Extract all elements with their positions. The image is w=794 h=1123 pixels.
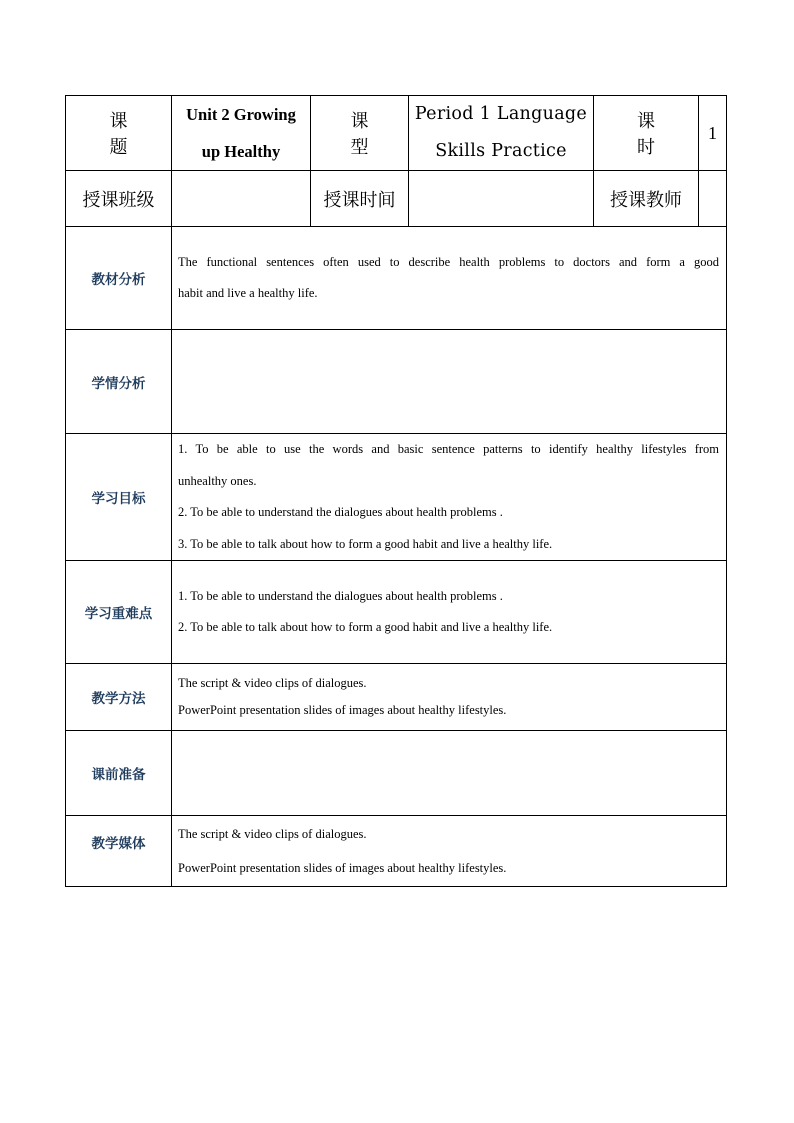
- objectives-line-4: 3. To be able to talk about how to form a good habit and live a healthy life.: [178, 536, 553, 551]
- type-label: 课 型: [311, 96, 409, 171]
- objectives-line-2: unhealthy ones.: [178, 473, 257, 488]
- topic-value-line1: Unit 2 Growing: [186, 105, 296, 124]
- objectives-label: 学习目标: [66, 434, 172, 561]
- learner-analysis-label: 学情分析: [66, 330, 172, 434]
- key-points-row: [66, 561, 727, 664]
- type-value-line2: Skills Practice: [435, 141, 567, 161]
- preparation-content: [172, 731, 727, 816]
- preparation-label: 课前准备: [66, 731, 172, 816]
- material-analysis-content: [172, 227, 727, 330]
- methods-line-2: PowerPoint presentation slides of images about healthy lifestyles.: [178, 703, 507, 717]
- teacher-value: [699, 171, 727, 227]
- methods-row: [66, 664, 727, 731]
- media-label: 教学媒体: [66, 816, 172, 887]
- methods-label: 教学方法: [66, 664, 172, 731]
- methods-content: [172, 664, 727, 731]
- media-row: [66, 816, 727, 887]
- lesson-plan-table: [65, 95, 727, 887]
- key-points-line-1: 1. To be able to understand the dialogues about health problems .: [178, 588, 503, 603]
- class-value: [172, 171, 311, 227]
- objectives-line-1: 1. To be able to use the words and basic sentence patterns to identify healthy lifestyles from: [178, 442, 719, 456]
- type-value: [409, 96, 594, 171]
- key-points-line-2: 2. To be able to talk about how to form a good habit and live a healthy life.: [178, 620, 553, 634]
- material-line-2: habit and live a healthy life.: [178, 286, 318, 300]
- material-analysis-label: 教材分析: [66, 227, 172, 330]
- key-points-label: 学习重难点: [66, 561, 172, 664]
- class-label: 授课班级: [66, 171, 172, 227]
- media-line-1: The script & video clips of dialogues.: [178, 826, 367, 841]
- media-line-2: PowerPoint presentation slides of images about healthy lifestyles.: [178, 861, 507, 875]
- teacher-label: 授课教师: [594, 171, 699, 227]
- learner-analysis-content: [172, 330, 727, 434]
- time-value: [409, 171, 594, 227]
- methods-line-1: The script & video clips of dialogues.: [178, 676, 367, 690]
- topic-value: [172, 96, 311, 171]
- preparation-row: [66, 731, 727, 816]
- hours-value: 1: [699, 96, 727, 171]
- header-row-1: [66, 96, 727, 171]
- time-label: 授课时间: [311, 171, 409, 227]
- key-points-content: [172, 561, 727, 664]
- type-value-line1: Period 1 Language: [414, 104, 588, 124]
- topic-label: 课 题: [66, 96, 172, 171]
- media-content: [172, 816, 727, 887]
- objectives-row: [66, 434, 727, 561]
- objectives-line-3: 2. To be able to understand the dialogues about health problems .: [178, 505, 503, 519]
- topic-value-line2: up Healthy: [201, 142, 281, 161]
- hours-label: 课 时: [594, 96, 699, 171]
- material-line-1: The functional sentences often used to describe health problems to doctors and form a good: [178, 254, 719, 269]
- objectives-content: [172, 434, 727, 561]
- material-analysis-row: [66, 227, 727, 330]
- learner-analysis-row: [66, 330, 727, 434]
- header-row-2: [66, 171, 727, 227]
